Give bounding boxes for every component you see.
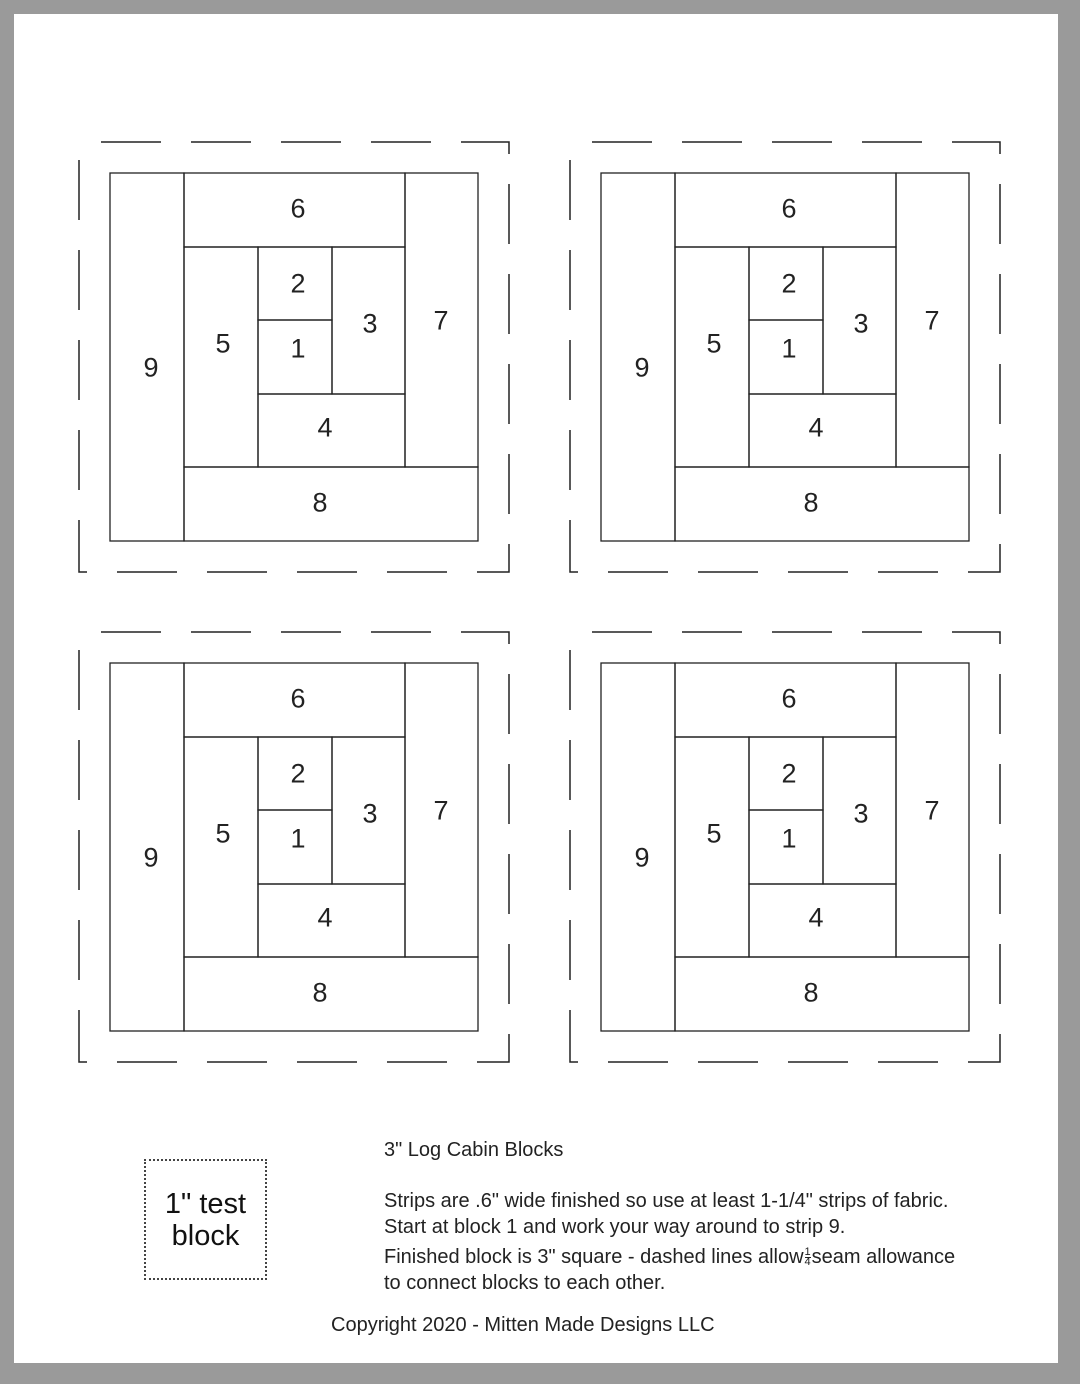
piece-9-label: 9 [634, 842, 650, 873]
piece-8-outline [184, 957, 478, 1031]
piece-4-label: 4 [317, 902, 333, 933]
piece-8-label: 8 [803, 977, 819, 1008]
instructions-line-3-end: seam allowance [811, 1246, 956, 1268]
piece-8-label: 8 [312, 977, 328, 1008]
pattern-page [14, 14, 1058, 1363]
piece-1-label: 1 [781, 333, 797, 364]
piece-4-label: 4 [808, 412, 824, 443]
piece-6-label: 6 [290, 683, 306, 714]
log-cabin-block-bottom-right [569, 631, 1001, 1063]
copyright-notice: Copyright 2020 - Mitten Made Designs LLC [331, 1314, 715, 1336]
piece-6-label: 6 [781, 193, 797, 224]
piece-7-label: 7 [433, 305, 449, 336]
piece-4-label: 4 [808, 902, 824, 933]
piece-8-label: 8 [803, 487, 819, 518]
piece-3-label: 3 [853, 308, 869, 339]
piece-3-label: 3 [362, 798, 378, 829]
fraction-numerator: 1 [804, 1246, 811, 1259]
instructions-line-3 [384, 1246, 955, 1269]
piece-5-label: 5 [706, 328, 722, 359]
test-block-line2: block [171, 1219, 240, 1252]
log-cabin-block-top-right [569, 141, 1001, 573]
piece-8-outline [184, 467, 478, 541]
piece-6-label: 6 [781, 683, 797, 714]
piece-2-label: 2 [290, 758, 306, 789]
piece-7-label: 7 [433, 795, 449, 826]
piece-1-label: 1 [290, 333, 306, 364]
piece-4-label: 4 [317, 412, 333, 443]
instructions-line-3-start: Finished block is 3" square - dashed lines allow [384, 1246, 804, 1268]
instructions-line-1: Strips are .6" wide finished so use at least 1-1/4" strips of fabric. [384, 1190, 949, 1212]
test-block-label [165, 1188, 246, 1252]
instructions-line-4: to connect blocks to each other. [384, 1272, 666, 1294]
piece-9-label: 9 [143, 352, 159, 383]
piece-2-label: 2 [781, 268, 797, 299]
piece-3-label: 3 [853, 798, 869, 829]
piece-9-label: 9 [634, 352, 650, 383]
piece-5-label: 5 [215, 328, 231, 359]
piece-5-label: 5 [215, 818, 231, 849]
piece-1-label: 1 [290, 823, 306, 854]
piece-2-label: 2 [290, 268, 306, 299]
test-block-square [144, 1159, 267, 1280]
quarter-inch-fraction [805, 1248, 811, 1267]
piece-1-label: 1 [781, 823, 797, 854]
piece-7-label: 7 [924, 305, 940, 336]
log-cabin-block-top-left [78, 141, 510, 573]
log-cabin-block-bottom-left [78, 631, 510, 1063]
piece-3-label: 3 [362, 308, 378, 339]
piece-8-label: 8 [312, 487, 328, 518]
test-block-line1: 1" test [164, 1187, 247, 1220]
piece-8-outline [675, 957, 969, 1031]
piece-5-label: 5 [706, 818, 722, 849]
piece-7-label: 7 [924, 795, 940, 826]
piece-2-label: 2 [781, 758, 797, 789]
piece-9-label: 9 [143, 842, 159, 873]
instructions-line-2: Start at block 1 and work your way around to strip 9. [384, 1216, 846, 1238]
piece-8-outline [675, 467, 969, 541]
pattern-title: 3" Log Cabin Blocks [384, 1139, 564, 1161]
piece-6-label: 6 [290, 193, 306, 224]
fraction-denominator: 4 [804, 1256, 811, 1269]
